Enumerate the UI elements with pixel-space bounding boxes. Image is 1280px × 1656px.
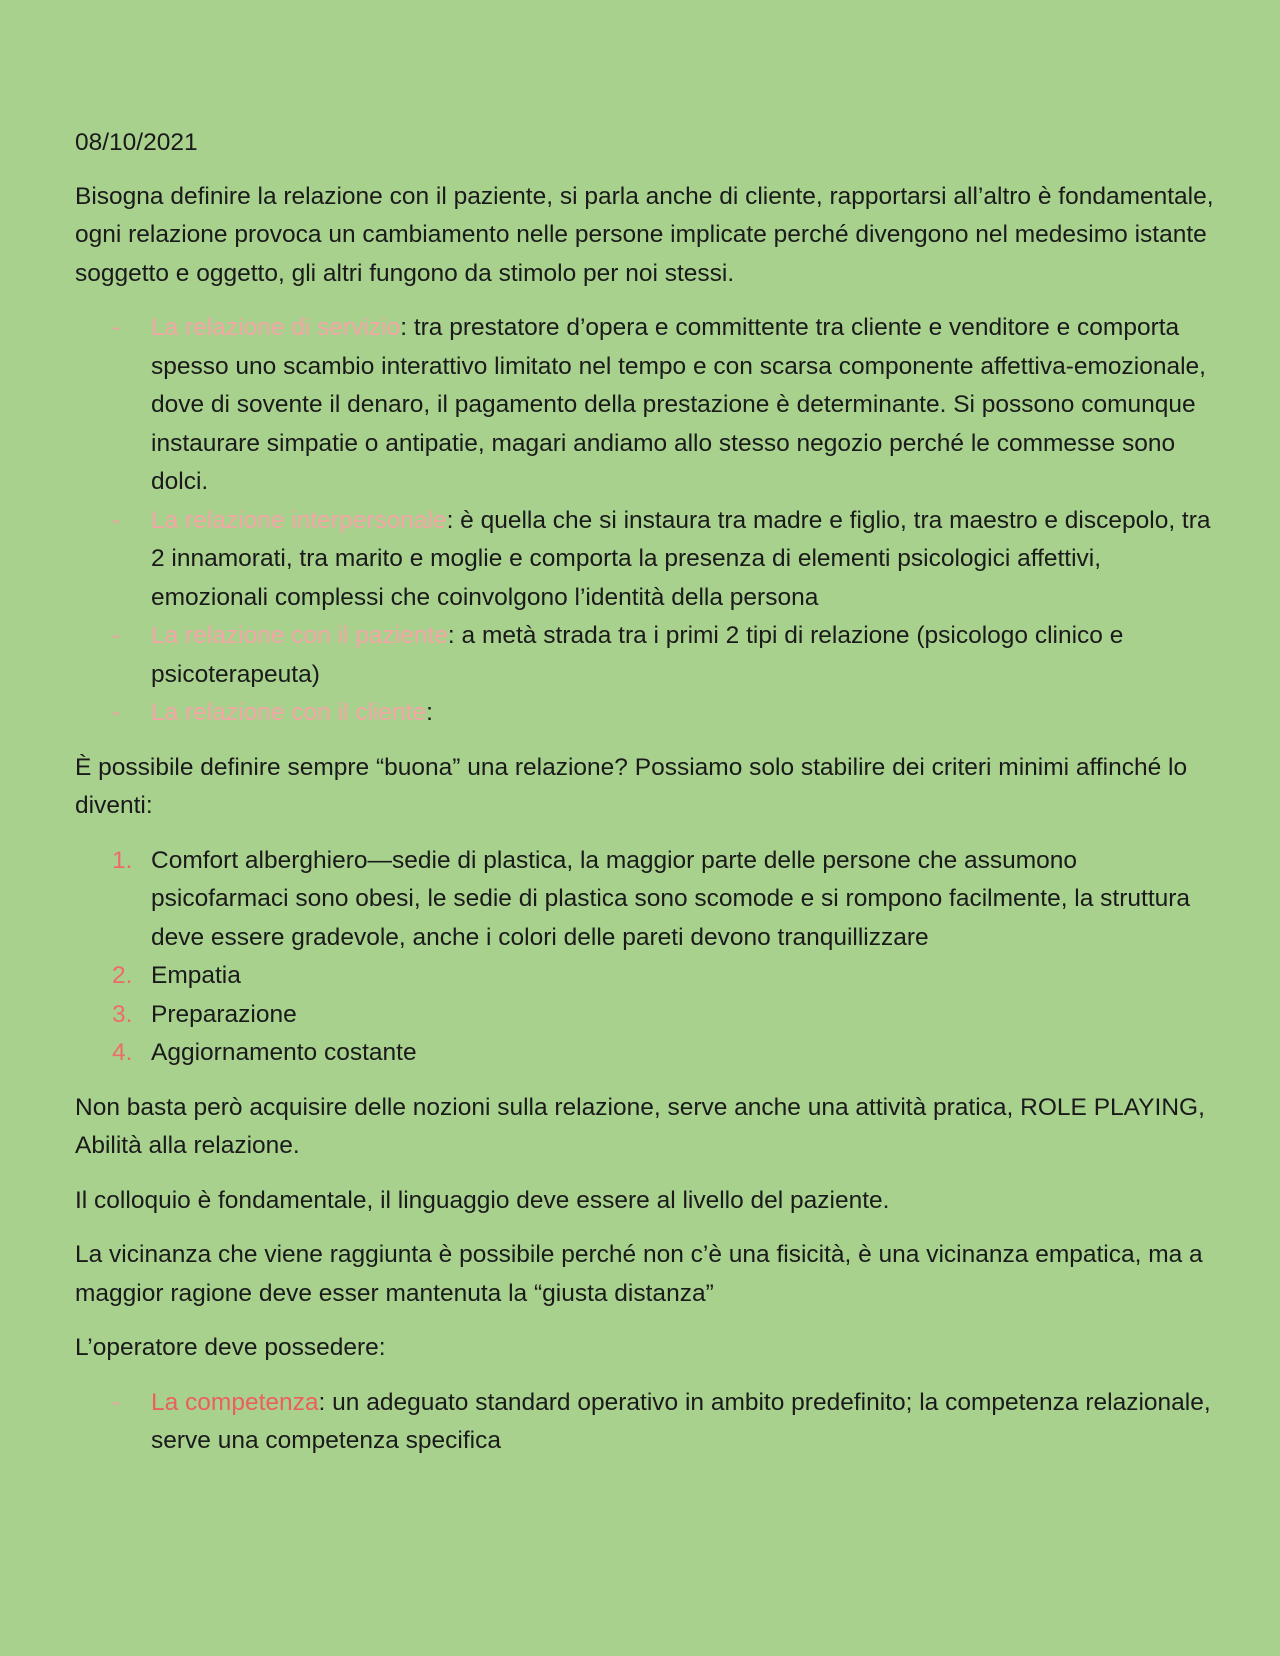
number-marker: 1. [112,846,133,874]
relation-description: : a metà strada tra i primi 2 tipi di relazione (psicologo clinico e psicoterapeuta) [151,622,1124,688]
relation-term: La relazione con il paziente [151,622,448,649]
relation-term: La relazione di servizio [151,314,401,341]
skills-list [75,1384,1220,1461]
dash-marker: - [112,699,121,726]
relations-list [75,309,1220,733]
list-item [75,617,1220,694]
list-item [75,957,1220,996]
criterion-text: Aggiornamento costante [151,1039,417,1066]
relation-description: : [426,699,433,726]
relation-term: La relazione con il cliente [151,699,427,726]
skill-description: : un adeguato standard operativo in ambito predefinito; la competenza relazionale, serve una competenza specifica [151,1388,1211,1454]
list-item [75,694,1220,733]
list-item [75,1384,1220,1461]
criteria-list [75,842,1220,1073]
list-item [75,842,1220,958]
criterion-text: Empatia [151,962,241,989]
vicinanza-paragraph: La vicinanza che viene raggiunta è possibile perché non c’è una fisicità, è una vicinanza empatica, ma a maggior ragione deve esser mantenuta la “giusta distanza” [75,1241,1203,1307]
question-paragraph: È possibile definire sempre “buona” una relazione? Possiamo solo stabilire dei criteri minimi affinché lo diventi: [75,753,1188,819]
dash-marker: - [112,1388,121,1416]
number-marker: 2. [112,962,133,989]
number-marker: 4. [112,1039,133,1066]
skill-term: La competenza [151,1388,319,1416]
relation-term: La relazione interpersonale [151,506,447,534]
relation-description: : è quella che si instaura tra madre e figlio, tra maestro e discepolo, tra 2 innamorati, tra marito e moglie e comporta la presenza di elementi psicologici affettivi, emozionali complessi che coinvolgono l’identità della persona [151,506,1211,611]
document-date: 08/10/2021 [75,129,198,156]
list-item [75,309,1220,502]
dash-marker: - [112,314,121,341]
criterion-text: Preparazione [151,1000,297,1028]
number-marker: 3. [112,1000,133,1028]
intro-paragraph: Bisogna definire la relazione con il paziente, si parla anche di cliente, rapportarsi all’altro è fondamentale, ogni relazione provoca un cambiamento nelle persone implicate perché divengono nel medesimo istante soggetto e oggetto, gli altri fungono da stimolo per noi stessi. [75,182,1214,287]
list-item [75,502,1220,618]
colloquio-paragraph: Il colloquio è fondamentale, il linguaggio deve essere al livello del paziente. [75,1186,890,1214]
dash-marker: - [112,622,121,649]
list-item [75,1034,1220,1073]
relation-description: : tra prestatore d’opera e committente tra cliente e venditore e comporta spesso uno scambio interattivo limitato nel tempo e con scarsa componente affettiva-emozionale, dove di sovente il denaro, il pagamento della prestazione è determinante. Si possono comunque instaurare simpatie o antipatie, magari andiamo allo stesso negozio perché le commesse sono dolci. [151,314,1206,495]
dash-marker: - [112,506,121,534]
operatore-paragraph: L’operatore deve possedere: [75,1334,386,1361]
criterion-text: Comfort alberghiero—sedie di plastica, la maggior parte delle persone che assumono psicofarmaci sono obesi, le sedie di plastica sono scomode e si rompono facilmente, la struttura deve essere gradevole, anche i colori delle pareti devono tranquillizzare [151,846,1191,951]
role-playing-paragraph: Non basta però acquisire delle nozioni sulla relazione, serve anche una attività pratica, ROLE PLAYING, Abilità alla relazione. [75,1093,1205,1159]
list-item [75,996,1220,1035]
